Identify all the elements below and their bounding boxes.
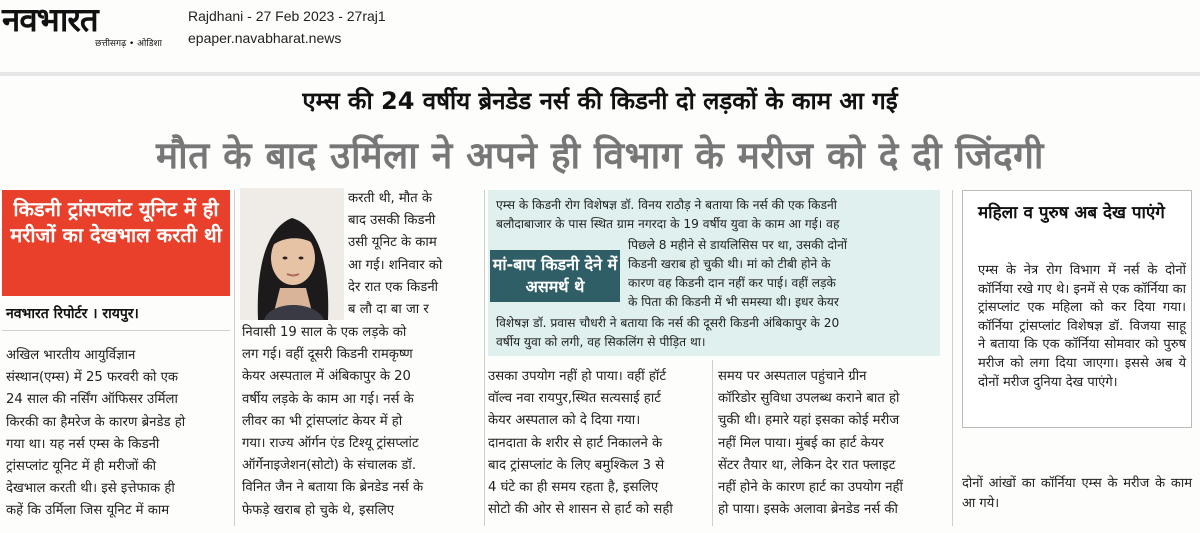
text-line: समय पर अस्पताल पहुंचाने ग्रीन	[718, 369, 867, 384]
main-headline: मौत के बाद उर्मिला ने अपने ही विभाग के मरीज को दे दी जिंदगी	[155, 134, 1045, 177]
text-line: ट्रांसप्लांट यूनिट में ही मरीजों की	[6, 459, 157, 475]
text-line: केयर अस्पताल को दे दिया गया।	[488, 413, 641, 429]
text-line: वर्षीय युवा को लगी, वह सिकलिंग से पीड़ित था।	[496, 335, 706, 349]
text-line: लग गई। वहीं दूसरी किडनी रामकृष्ण	[242, 347, 413, 363]
text-line: के पिता की किडनी में भी समस्या थी। इधर केयर	[628, 295, 839, 309]
text-line: ऑर्गेनाइजेशन(सोटो) के संचालक डॉ.	[242, 458, 417, 474]
text-line: उसी यूनिट के काम	[348, 235, 437, 251]
text-line: दानदाता के शरीर से हार्ट निकालने के	[488, 435, 663, 451]
text-line: पिछले 8 महीने से डायलिसिस पर था, उसकी दोनों	[628, 238, 848, 252]
nurse-photo	[240, 188, 344, 320]
text-line: विनित जैन ने बताया कि ब्रेनडेड नर्स के	[242, 480, 424, 496]
sidebar-text: एम्स के नेत्र रोग विभाग में नर्स के दोनों कॉर्निया रखे गए थे। इनमें से एक कॉर्निया का ट्रांसप्लांट एक महिला को कर दिया गया। कॉर्निया ट्रांसप्लांट विशेषज्ञ डॉ. विजया साहू ने बताया कि एक कॉर्निया सोमवार को पुरुष मरीज को लगा दिया जाएगा। इससे अब ये दोनों मरीज दुनिया देख पाएंगे।	[978, 263, 1186, 390]
text-line: कहें कि उर्मिला जिस यूनिट में काम	[6, 503, 170, 519]
text-line: सेंटर तैयार था, लेकिन देर रात फ्लाइट	[718, 457, 896, 473]
info-box-top	[496, 196, 936, 234]
text-line: करती थी, मौत के	[348, 191, 433, 206]
column-four-text	[718, 366, 942, 521]
text-line: गया था। यह नर्स एम्स के किडनी	[6, 436, 160, 452]
text-line: लीवर का भी ट्रांसप्लांट केयर में हो	[242, 413, 403, 429]
masthead-divider	[0, 72, 1200, 76]
column-three-text	[488, 366, 706, 521]
column-rule	[952, 190, 953, 526]
text-line: ब लौ दा बा जा र	[348, 302, 429, 318]
text-line: 4 घंटे का ही समय रहता है, इसलिए	[488, 480, 659, 496]
text-line: हो पाया। इसके अलावा ब्रेनडेड नर्स की	[718, 502, 898, 518]
text-line: वॉल्व नवा रायपुर,स्थित सत्यसाई हार्ट	[488, 391, 661, 407]
kicker-headline: एम्स की 24 वर्षीय ब्रेनडेड नर्स की किडनी दो लड़कों के काम आ गई	[302, 87, 898, 115]
sidebar-tail-text: दोनों आंखों का कॉर्निया एम्स के मरीज के काम आ गये।	[962, 476, 1192, 511]
text-line: कॉरिडोर सुविधा उपलब्ध कराने बात हो	[718, 391, 900, 407]
text-line: निवासी 19 साल के एक लड़के को	[242, 325, 407, 340]
portrait-illustration	[240, 188, 344, 320]
column-rule	[484, 190, 485, 526]
text-line: आ गई। शनिवार को	[348, 257, 443, 273]
sidebar-title: महिला व पुरुष अब देख पाएंगे	[978, 203, 1165, 223]
text-line: फेफड़े खराब हो चुके थे, इसलिए	[242, 502, 395, 518]
text-line: वर्षीय लड़के के काम आ गई। नर्स के	[242, 391, 414, 407]
text-line: बाद ट्रांसप्लांट के लिए बमुश्किल 3 से	[488, 457, 665, 473]
text-line: देर रात एक किडनी	[348, 279, 439, 295]
text-line: उसका उपयोग नहीं हो पाया। वहीं हॉर्ट	[488, 369, 666, 384]
column-rule	[712, 360, 713, 526]
column-rule	[234, 190, 235, 526]
byline: नवभारत रिपोर्टर । रायपुर।	[6, 306, 139, 322]
info-box-bottom	[496, 314, 936, 352]
text-line: सोटो की ओर से शासन से हार्ट को सही	[488, 502, 673, 518]
parents-unable-label: मां-बाप किडनी देने में असमर्थ थे	[490, 250, 620, 302]
text-line: किरकी का हैमरेज के कारण ब्रेनडेड हो	[6, 414, 186, 430]
epaper-url[interactable]: epaper.navabharat.news	[188, 30, 342, 46]
text-line: 24 साल की नर्सिंग ऑफिसर उर्मिला	[6, 392, 178, 408]
dateline: Rajdhani - 27 Feb 2023 - 27raj1	[188, 8, 386, 24]
middle-column-text	[242, 322, 480, 522]
left-highlight-box: किडनी ट्रांसप्लांट यूनिट में ही मरीजों का देखभाल करती थी	[2, 190, 230, 296]
text-line: किडनी खराब हो चुकी थी। मां को टीबी होने के	[628, 257, 831, 271]
byline-divider	[2, 330, 230, 331]
text-line: नहीं होने के कारण हार्ट का उपयोग नहीं	[718, 480, 903, 496]
edition-label: छत्तीसगढ़ • ओडिशा	[95, 39, 162, 49]
text-line: विशेषज्ञ डॉ. प्रवास चौधरी ने बताया कि नर्स की दूसरी किडनी अंबिकापुर के 20	[496, 316, 840, 330]
masthead-logo	[2, 2, 172, 58]
text-line: एम्स के किडनी रोग विशेषज्ञ डॉ. विनय राठौड़ ने बताया कि नर्स की एक किडनी	[496, 198, 837, 212]
text-line: कारण वह किडनी दान नहीं कर पाई। वहीं लड़के	[628, 276, 836, 290]
left-column-text	[6, 345, 228, 523]
text-line: गया। राज्य ऑर्गन एंड टिश्यू ट्रांसप्लांट	[242, 436, 419, 452]
text-line: बलौदाबाजार के पास स्थित ग्राम नगरदा के 19 वर्षीय युवा के काम आ गई। वह	[496, 217, 840, 231]
text-line: नहीं मिल पाया। मुंबई का हार्ट केयर	[718, 435, 884, 451]
text-line: संस्थान(एम्स) में 25 फरवरी को एक	[6, 370, 179, 386]
logo-text: नवभारत	[2, 0, 98, 39]
text-line: चुकी थी। हमारे यहां इसका कोई मरीज	[718, 413, 900, 429]
info-box-side	[628, 236, 936, 312]
text-line: केयर अस्पताल में अंबिकापुर के 20	[242, 369, 411, 385]
photo-side-text	[348, 188, 480, 321]
text-line: देखभाल करती थी। इसे इत्तेफाक ही	[6, 481, 175, 497]
text-line: अखिल भारतीय आयुर्विज्ञान	[6, 348, 136, 363]
text-line: बाद उसकी किडनी	[348, 213, 436, 229]
